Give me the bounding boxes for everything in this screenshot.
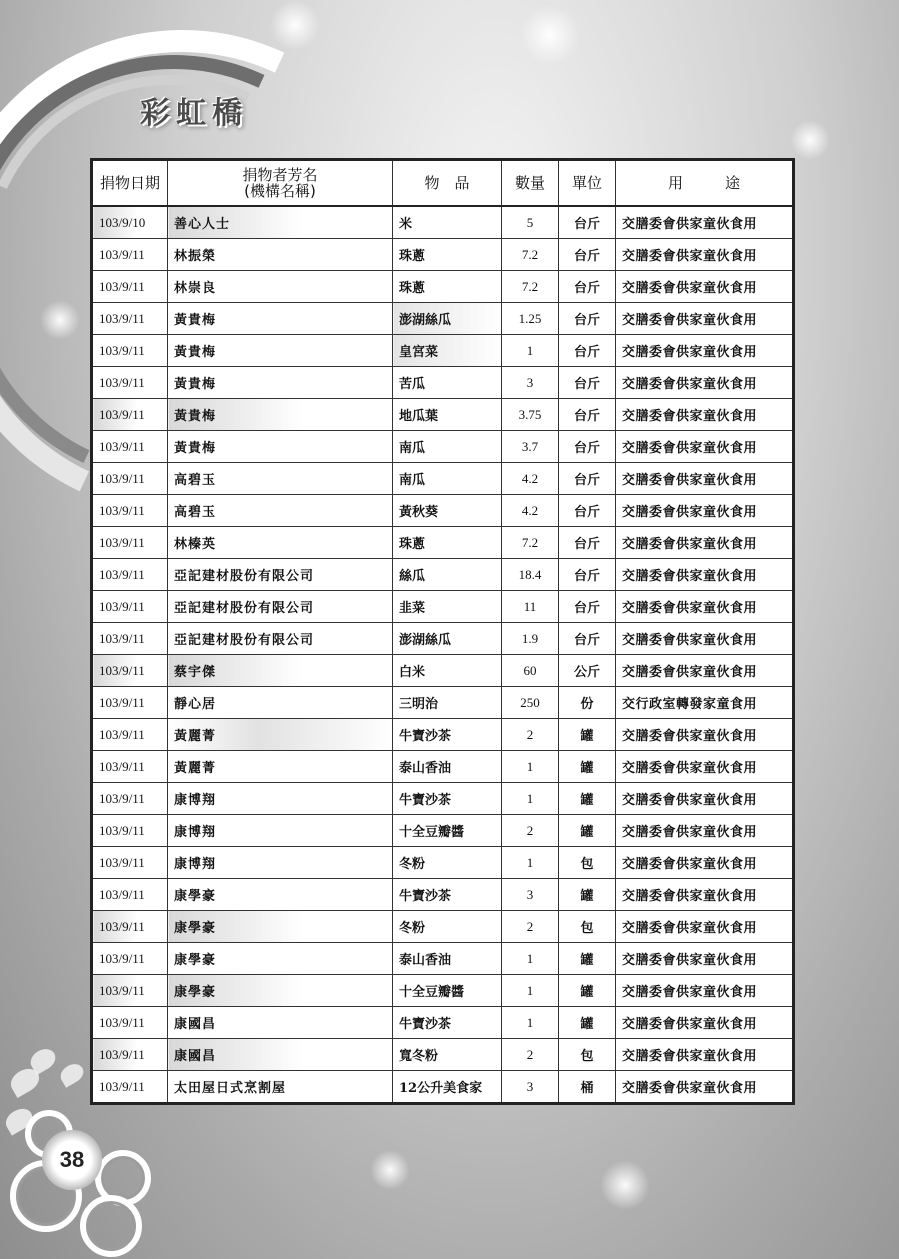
quantity-cell: 1	[502, 847, 559, 879]
item-cell: 韭菜	[393, 591, 502, 623]
table-row	[92, 463, 794, 495]
quantity-cell: 1	[502, 975, 559, 1007]
unit-cell: 台斤	[559, 335, 616, 367]
item-cell: 白米	[393, 655, 502, 687]
donor-cell: 太田屋日式烹割屋	[168, 1071, 393, 1104]
header-donor-line2: (機構名稱)	[244, 182, 316, 200]
donor-cell: 亞記建材股份有限公司	[168, 591, 393, 623]
unit-cell: 包	[559, 1039, 616, 1071]
unit-cell: 罐	[559, 719, 616, 751]
item-cell: 牛寶沙茶	[393, 1007, 502, 1039]
use-cell: 交膳委會供家童伙食用	[616, 591, 794, 623]
header-donor	[168, 160, 393, 207]
use-cell: 交膳委會供家童伙食用	[616, 719, 794, 751]
table-row	[92, 975, 794, 1007]
table-row	[92, 783, 794, 815]
use-cell: 交膳委會供家童伙食用	[616, 303, 794, 335]
unit-cell: 台斤	[559, 591, 616, 623]
unit-cell: 包	[559, 847, 616, 879]
use-cell: 交膳委會供家童伙食用	[616, 206, 794, 239]
use-cell: 交行政室轉發家童食用	[616, 687, 794, 719]
use-cell: 交膳委會供家童伙食用	[616, 911, 794, 943]
header-use-char1: 用	[667, 174, 683, 192]
quantity-cell: 4.2	[502, 463, 559, 495]
date-cell: 103/9/11	[92, 271, 168, 303]
item-cell: 澎湖絲瓜	[393, 303, 502, 335]
table-row	[92, 367, 794, 399]
table-row	[92, 847, 794, 879]
date-cell: 103/9/11	[92, 559, 168, 591]
table-row	[92, 335, 794, 367]
donor-cell: 康博翔	[168, 815, 393, 847]
quantity-cell: 1.9	[502, 623, 559, 655]
item-cell: 泰山香油	[393, 751, 502, 783]
donor-cell: 黃麗菁	[168, 719, 393, 751]
quantity-cell: 250	[502, 687, 559, 719]
unit-cell: 台斤	[559, 271, 616, 303]
unit-cell: 台斤	[559, 239, 616, 271]
header-use	[616, 160, 794, 207]
table-row	[92, 559, 794, 591]
table-row	[92, 399, 794, 431]
item-cell: 12公升美食家	[393, 1071, 502, 1104]
donor-cell: 高碧玉	[168, 495, 393, 527]
date-cell: 103/9/11	[92, 783, 168, 815]
donor-cell: 善心人士	[168, 206, 393, 239]
table-row	[92, 751, 794, 783]
date-cell: 103/9/11	[92, 239, 168, 271]
date-cell: 103/9/11	[92, 655, 168, 687]
date-cell: 103/9/11	[92, 815, 168, 847]
unit-cell: 罐	[559, 783, 616, 815]
table-row	[92, 495, 794, 527]
donor-cell: 林振榮	[168, 239, 393, 271]
date-cell: 103/9/11	[92, 911, 168, 943]
unit-cell: 台斤	[559, 399, 616, 431]
use-cell: 交膳委會供家童伙食用	[616, 943, 794, 975]
item-cell: 珠蔥	[393, 527, 502, 559]
quantity-cell: 1	[502, 335, 559, 367]
date-cell: 103/9/11	[92, 495, 168, 527]
item-cell: 泰山香油	[393, 943, 502, 975]
item-cell: 珠蔥	[393, 239, 502, 271]
quantity-cell: 3.75	[502, 399, 559, 431]
date-cell: 103/9/11	[92, 975, 168, 1007]
date-cell: 103/9/11	[92, 719, 168, 751]
use-cell: 交膳委會供家童伙食用	[616, 463, 794, 495]
table-row	[92, 687, 794, 719]
item-cell: 澎湖絲瓜	[393, 623, 502, 655]
quantity-cell: 1	[502, 783, 559, 815]
table-row	[92, 655, 794, 687]
quantity-cell: 7.2	[502, 271, 559, 303]
date-cell: 103/9/11	[92, 431, 168, 463]
quantity-cell: 2	[502, 815, 559, 847]
use-cell: 交膳委會供家童伙食用	[616, 975, 794, 1007]
use-cell: 交膳委會供家童伙食用	[616, 399, 794, 431]
date-cell: 103/9/11	[92, 591, 168, 623]
quantity-cell: 3	[502, 879, 559, 911]
table-row	[92, 591, 794, 623]
use-cell: 交膳委會供家童伙食用	[616, 431, 794, 463]
quantity-cell: 4.2	[502, 495, 559, 527]
item-cell: 苦瓜	[393, 367, 502, 399]
date-cell: 103/9/11	[92, 847, 168, 879]
sparkle-decoration	[370, 1150, 410, 1190]
donor-cell: 蔡宇傑	[168, 655, 393, 687]
donor-cell: 亞記建材股份有限公司	[168, 623, 393, 655]
date-cell: 103/9/11	[92, 1071, 168, 1104]
donor-cell: 黃貴梅	[168, 399, 393, 431]
quantity-cell: 60	[502, 655, 559, 687]
use-cell: 交膳委會供家童伙食用	[616, 495, 794, 527]
item-cell: 十全豆瓣醬	[393, 815, 502, 847]
date-cell: 103/9/11	[92, 623, 168, 655]
quantity-cell: 3.7	[502, 431, 559, 463]
donor-cell: 黃麗菁	[168, 751, 393, 783]
table-row	[92, 911, 794, 943]
table-row	[92, 943, 794, 975]
use-cell: 交膳委會供家童伙食用	[616, 335, 794, 367]
donor-cell: 黃貴梅	[168, 367, 393, 399]
table-row	[92, 431, 794, 463]
unit-cell: 包	[559, 911, 616, 943]
date-cell: 103/9/10	[92, 206, 168, 239]
use-cell: 交膳委會供家童伙食用	[616, 1039, 794, 1071]
item-cell: 冬粉	[393, 847, 502, 879]
unit-cell: 台斤	[559, 206, 616, 239]
sparkle-decoration	[600, 1160, 650, 1210]
quantity-cell: 11	[502, 591, 559, 623]
donor-cell: 康博翔	[168, 847, 393, 879]
table-row	[92, 1039, 794, 1071]
use-cell: 交膳委會供家童伙食用	[616, 783, 794, 815]
unit-cell: 台斤	[559, 559, 616, 591]
unit-cell: 份	[559, 687, 616, 719]
date-cell: 103/9/11	[92, 367, 168, 399]
quantity-cell: 1	[502, 943, 559, 975]
unit-cell: 台斤	[559, 431, 616, 463]
date-cell: 103/9/11	[92, 1039, 168, 1071]
item-cell: 寬冬粉	[393, 1039, 502, 1071]
item-cell: 牛寶沙茶	[393, 879, 502, 911]
header-qty: 數量	[502, 160, 559, 207]
section-title: 彩虹橋	[140, 96, 248, 131]
unit-cell: 台斤	[559, 623, 616, 655]
quantity-cell: 5	[502, 206, 559, 239]
use-cell: 交膳委會供家童伙食用	[616, 239, 794, 271]
item-cell: 牛寶沙茶	[393, 719, 502, 751]
table-row	[92, 206, 794, 239]
use-cell: 交膳委會供家童伙食用	[616, 751, 794, 783]
donor-cell: 康學豪	[168, 975, 393, 1007]
date-cell: 103/9/11	[92, 943, 168, 975]
item-cell: 三明治	[393, 687, 502, 719]
quantity-cell: 2	[502, 1039, 559, 1071]
unit-cell: 台斤	[559, 527, 616, 559]
use-cell: 交膳委會供家童伙食用	[616, 847, 794, 879]
use-cell: 交膳委會供家童伙食用	[616, 815, 794, 847]
page-number: 38	[42, 1130, 102, 1190]
table-row	[92, 239, 794, 271]
quantity-cell: 2	[502, 911, 559, 943]
use-cell: 交膳委會供家童伙食用	[616, 623, 794, 655]
date-cell: 103/9/11	[92, 303, 168, 335]
donor-cell: 林崇良	[168, 271, 393, 303]
quantity-cell: 7.2	[502, 527, 559, 559]
table-row	[92, 527, 794, 559]
sparkle-decoration	[520, 5, 580, 65]
donor-cell: 黃貴梅	[168, 335, 393, 367]
use-cell: 交膳委會供家童伙食用	[616, 271, 794, 303]
unit-cell: 台斤	[559, 367, 616, 399]
unit-cell: 台斤	[559, 303, 616, 335]
donor-cell: 康國昌	[168, 1007, 393, 1039]
date-cell: 103/9/11	[92, 399, 168, 431]
unit-cell: 罐	[559, 975, 616, 1007]
table-row	[92, 303, 794, 335]
table-row	[92, 719, 794, 751]
donor-cell: 亞記建材股份有限公司	[168, 559, 393, 591]
donor-cell: 靜心居	[168, 687, 393, 719]
use-cell: 交膳委會供家童伙食用	[616, 367, 794, 399]
date-cell: 103/9/11	[92, 527, 168, 559]
date-cell: 103/9/11	[92, 751, 168, 783]
donor-cell: 康學豪	[168, 943, 393, 975]
donation-table	[90, 158, 795, 1105]
date-cell: 103/9/11	[92, 879, 168, 911]
header-donor-line1: 捐物者芳名	[242, 166, 318, 184]
quantity-cell: 7.2	[502, 239, 559, 271]
date-cell: 103/9/11	[92, 463, 168, 495]
item-cell: 冬粉	[393, 911, 502, 943]
unit-cell: 台斤	[559, 495, 616, 527]
quantity-cell: 1	[502, 751, 559, 783]
item-cell: 牛寶沙茶	[393, 783, 502, 815]
table-row	[92, 1007, 794, 1039]
use-cell: 交膳委會供家童伙食用	[616, 879, 794, 911]
table-header-row	[92, 160, 794, 207]
unit-cell: 桶	[559, 1071, 616, 1104]
date-cell: 103/9/11	[92, 1007, 168, 1039]
header-item: 物 品	[393, 160, 502, 207]
header-use-char2: 途	[725, 174, 741, 192]
use-cell: 交膳委會供家童伙食用	[616, 655, 794, 687]
date-cell: 103/9/11	[92, 687, 168, 719]
quantity-cell: 1.25	[502, 303, 559, 335]
table-row	[92, 1071, 794, 1104]
table-row	[92, 623, 794, 655]
item-cell: 南瓜	[393, 463, 502, 495]
use-cell: 交膳委會供家童伙食用	[616, 1007, 794, 1039]
table-row	[92, 879, 794, 911]
unit-cell: 罐	[559, 815, 616, 847]
donor-cell: 林榛英	[168, 527, 393, 559]
table-row	[92, 271, 794, 303]
header-unit: 單位	[559, 160, 616, 207]
unit-cell: 公斤	[559, 655, 616, 687]
sparkle-decoration	[40, 300, 80, 340]
sparkle-decoration	[270, 0, 320, 50]
unit-cell: 罐	[559, 879, 616, 911]
unit-cell: 罐	[559, 1007, 616, 1039]
item-cell: 十全豆瓣醬	[393, 975, 502, 1007]
date-cell: 103/9/11	[92, 335, 168, 367]
quantity-cell: 2	[502, 719, 559, 751]
use-cell: 交膳委會供家童伙食用	[616, 527, 794, 559]
table-row	[92, 815, 794, 847]
donor-cell: 高碧玉	[168, 463, 393, 495]
donor-cell: 康博翔	[168, 783, 393, 815]
sparkle-decoration	[790, 120, 830, 160]
donor-cell: 黃貴梅	[168, 303, 393, 335]
item-cell: 米	[393, 206, 502, 239]
unit-cell: 罐	[559, 943, 616, 975]
quantity-cell: 3	[502, 367, 559, 399]
header-date: 捐物日期	[92, 160, 168, 207]
item-cell: 皇宮菜	[393, 335, 502, 367]
donor-cell: 黃貴梅	[168, 431, 393, 463]
item-cell: 絲瓜	[393, 559, 502, 591]
item-cell: 南瓜	[393, 431, 502, 463]
use-cell: 交膳委會供家童伙食用	[616, 559, 794, 591]
unit-cell: 罐	[559, 751, 616, 783]
quantity-cell: 18.4	[502, 559, 559, 591]
donor-cell: 康國昌	[168, 1039, 393, 1071]
item-cell: 黃秋葵	[393, 495, 502, 527]
donor-cell: 康學豪	[168, 879, 393, 911]
quantity-cell: 1	[502, 1007, 559, 1039]
donor-cell: 康學豪	[168, 911, 393, 943]
item-cell: 地瓜葉	[393, 399, 502, 431]
item-cell: 珠蔥	[393, 271, 502, 303]
use-cell: 交膳委會供家童伙食用	[616, 1071, 794, 1104]
quantity-cell: 3	[502, 1071, 559, 1104]
unit-cell: 台斤	[559, 463, 616, 495]
